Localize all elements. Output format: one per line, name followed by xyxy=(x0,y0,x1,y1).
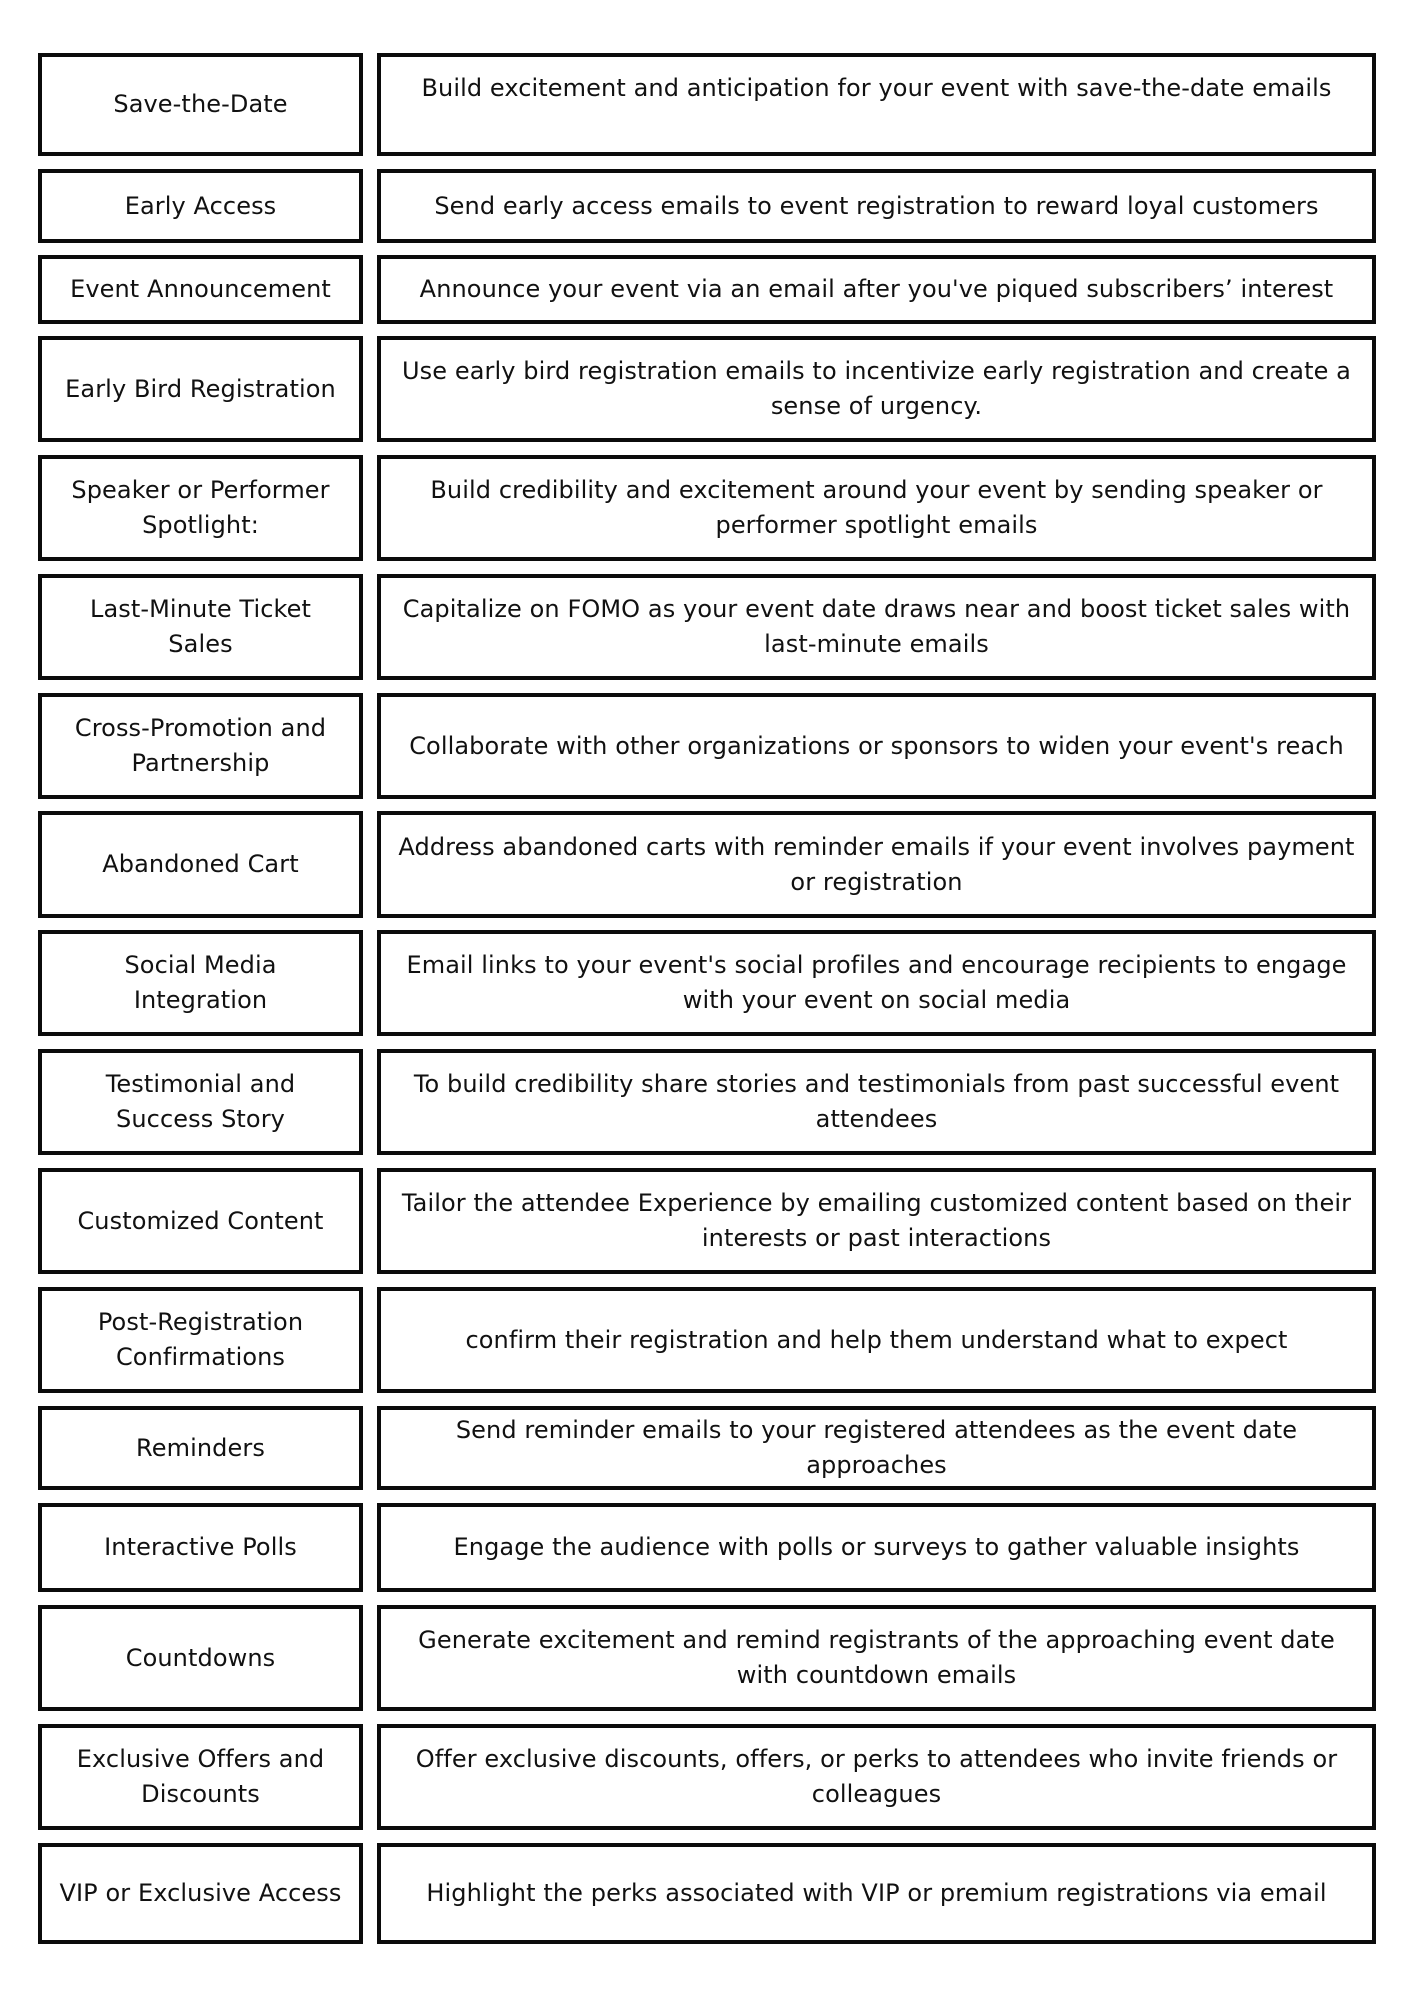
row-title: Social Media Integration xyxy=(38,930,363,1036)
table-row xyxy=(38,1168,1376,1274)
row-title: Last-Minute Ticket Sales xyxy=(38,574,363,680)
table-row xyxy=(38,169,1376,243)
table-row xyxy=(38,1605,1376,1711)
row-description: Announce your event via an email after you've piqued subscribers’ interest xyxy=(377,255,1376,324)
row-title: Speaker or Performer Spotlight: xyxy=(38,455,363,561)
table-row xyxy=(38,811,1376,918)
row-description: Capitalize on FOMO as your event date draws near and boost ticket sales with last-minute emails xyxy=(377,574,1376,680)
row-title: Testimonial and Success Story xyxy=(38,1049,363,1155)
row-description: Collaborate with other organizations or sponsors to widen your event's reach xyxy=(377,693,1376,799)
row-title: Countdowns xyxy=(38,1605,363,1711)
table-row xyxy=(38,693,1376,799)
row-description: Build credibility and excitement around your event by sending speaker or performer spotlight emails xyxy=(377,455,1376,561)
row-title: Customized Content xyxy=(38,1168,363,1274)
row-title: Post-Registration Confirmations xyxy=(38,1287,363,1393)
table-row xyxy=(38,336,1376,442)
table-row xyxy=(38,1724,1376,1830)
table-row xyxy=(38,930,1376,1036)
table-row xyxy=(38,53,1376,156)
row-description: Build excitement and anticipation for your event with save-the-date emails xyxy=(377,53,1376,156)
row-description: Email links to your event's social profiles and encourage recipients to engage with your event on social media xyxy=(377,930,1376,1036)
row-title: Reminders xyxy=(38,1406,363,1490)
row-description: Tailor the attendee Experience by emailing customized content based on their interests or past interactions xyxy=(377,1168,1376,1274)
table-row xyxy=(38,255,1376,324)
row-title: Cross-Promotion and Partnership xyxy=(38,693,363,799)
row-description: Send reminder emails to your registered attendees as the event date approaches xyxy=(377,1406,1376,1490)
table-row xyxy=(38,1049,1376,1155)
table-row xyxy=(38,574,1376,680)
row-title: Abandoned Cart xyxy=(38,811,363,918)
table-row xyxy=(38,1287,1376,1393)
row-title: Early Access xyxy=(38,169,363,243)
table-row xyxy=(38,1503,1376,1592)
row-description: Offer exclusive discounts, offers, or perks to attendees who invite friends or colleagues xyxy=(377,1724,1376,1830)
row-description: Highlight the perks associated with VIP or premium registrations via email xyxy=(377,1843,1376,1944)
row-description: Send early access emails to event registration to reward loyal customers xyxy=(377,169,1376,243)
row-title: VIP or Exclusive Access xyxy=(38,1843,363,1944)
row-title: Save-the-Date xyxy=(38,53,363,156)
row-title: Event Announcement xyxy=(38,255,363,324)
table-row xyxy=(38,1843,1376,1944)
row-title: Early Bird Registration xyxy=(38,336,363,442)
row-description: Address abandoned carts with reminder emails if your event involves payment or registration xyxy=(377,811,1376,918)
row-title: Interactive Polls xyxy=(38,1503,363,1592)
row-description: confirm their registration and help them understand what to expect xyxy=(377,1287,1376,1393)
row-title: Exclusive Offers and Discounts xyxy=(38,1724,363,1830)
table-row xyxy=(38,1406,1376,1490)
row-description: Generate excitement and remind registrants of the approaching event date with countdown emails xyxy=(377,1605,1376,1711)
table-row xyxy=(38,455,1376,561)
row-description: Engage the audience with polls or surveys to gather valuable insights xyxy=(377,1503,1376,1592)
row-description: Use early bird registration emails to incentivize early registration and create a sense of urgency. xyxy=(377,336,1376,442)
row-description: To build credibility share stories and testimonials from past successful event attendees xyxy=(377,1049,1376,1155)
